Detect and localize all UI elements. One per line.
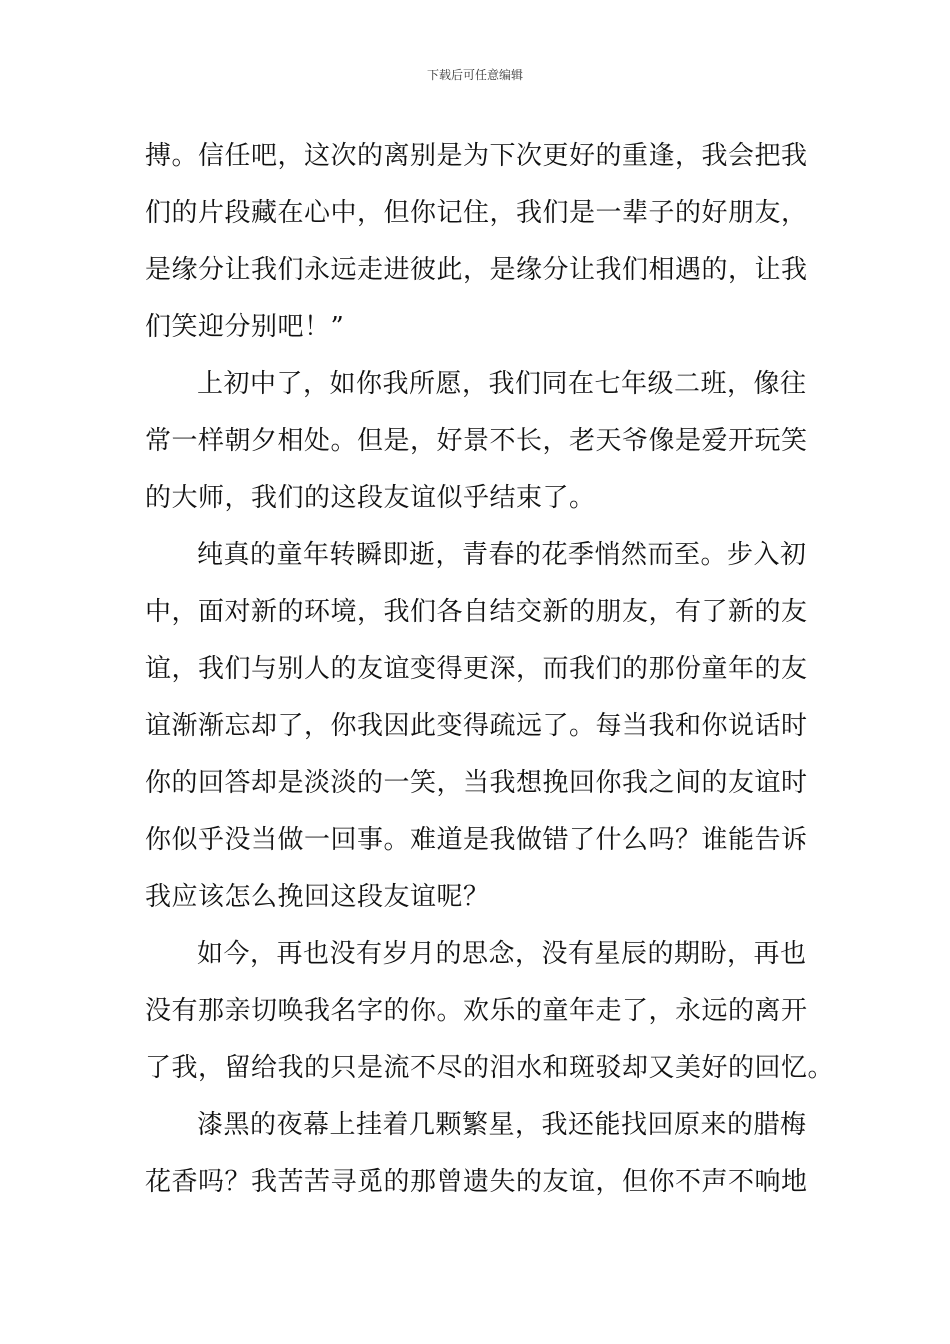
text-line: 是缘分让我们永远走进彼此，是缘分让我们相遇的，让我 [145,255,808,285]
text-line: 你似乎没当做一回事。难道是我做错了什么吗？谁能告诉 [145,825,808,855]
text-line: 你的回答却是淡淡的一笑，当我想挽回你我之间的友谊时 [145,768,808,798]
text-line: 了我，留给我的只是流不尽的泪水和斑驳却又美好的回忆。 [145,1053,835,1083]
text-line: 们笑迎分别吧！” [145,312,345,342]
text-line: 纯真的童年转瞬即逝，青春的花季悄然而至。步入初 [197,540,807,570]
text-line: 没有那亲切唤我名字的你。欢乐的童年走了，永远的离开 [145,996,808,1026]
page-header: 下载后可任意编辑 [426,68,523,82]
paragraph-1 [145,128,810,356]
text-line: 搏。信任吧，这次的离别是为下次更好的重逢，我会把我 [145,141,808,171]
text-line: 花香吗？我苦苦寻觅的那曾遗失的友谊，但你不声不响地 [145,1167,808,1197]
text-line: 中，面对新的环境，我们各自结交新的朋友，有了新的友 [145,597,808,627]
text-line: 常一样朝夕相处。但是，好景不长，老天爷像是爱开玩笑 [145,426,808,456]
paragraph-5 [145,1097,810,1211]
text-line: 我应该怎么挽回这段友谊呢？ [145,882,490,912]
text-line: 的大师，我们的这段友谊似乎结束了。 [145,483,596,513]
text-line: 谊，我们与别人的友谊变得更深，而我们的那份童年的友 [145,654,808,684]
paragraph-2 [145,356,810,527]
text-line: 漆黑的夜幕上挂着几颗繁星，我还能找回原来的腊梅 [197,1110,807,1140]
document-body [145,128,835,1211]
text-line: 谊渐渐忘却了，你我因此变得疏远了。每当我和你说话时 [145,711,808,741]
paragraph-3 [145,527,810,926]
text-line: 如今，再也没有岁月的思念，没有星辰的期盼，再也 [197,939,807,969]
paragraph-4 [145,926,835,1097]
text-line: 们的片段藏在心中，但你记住，我们是一辈子的好朋友， [145,198,808,228]
text-line: 上初中了，如你我所愿，我们同在七年级二班，像往 [197,369,807,399]
